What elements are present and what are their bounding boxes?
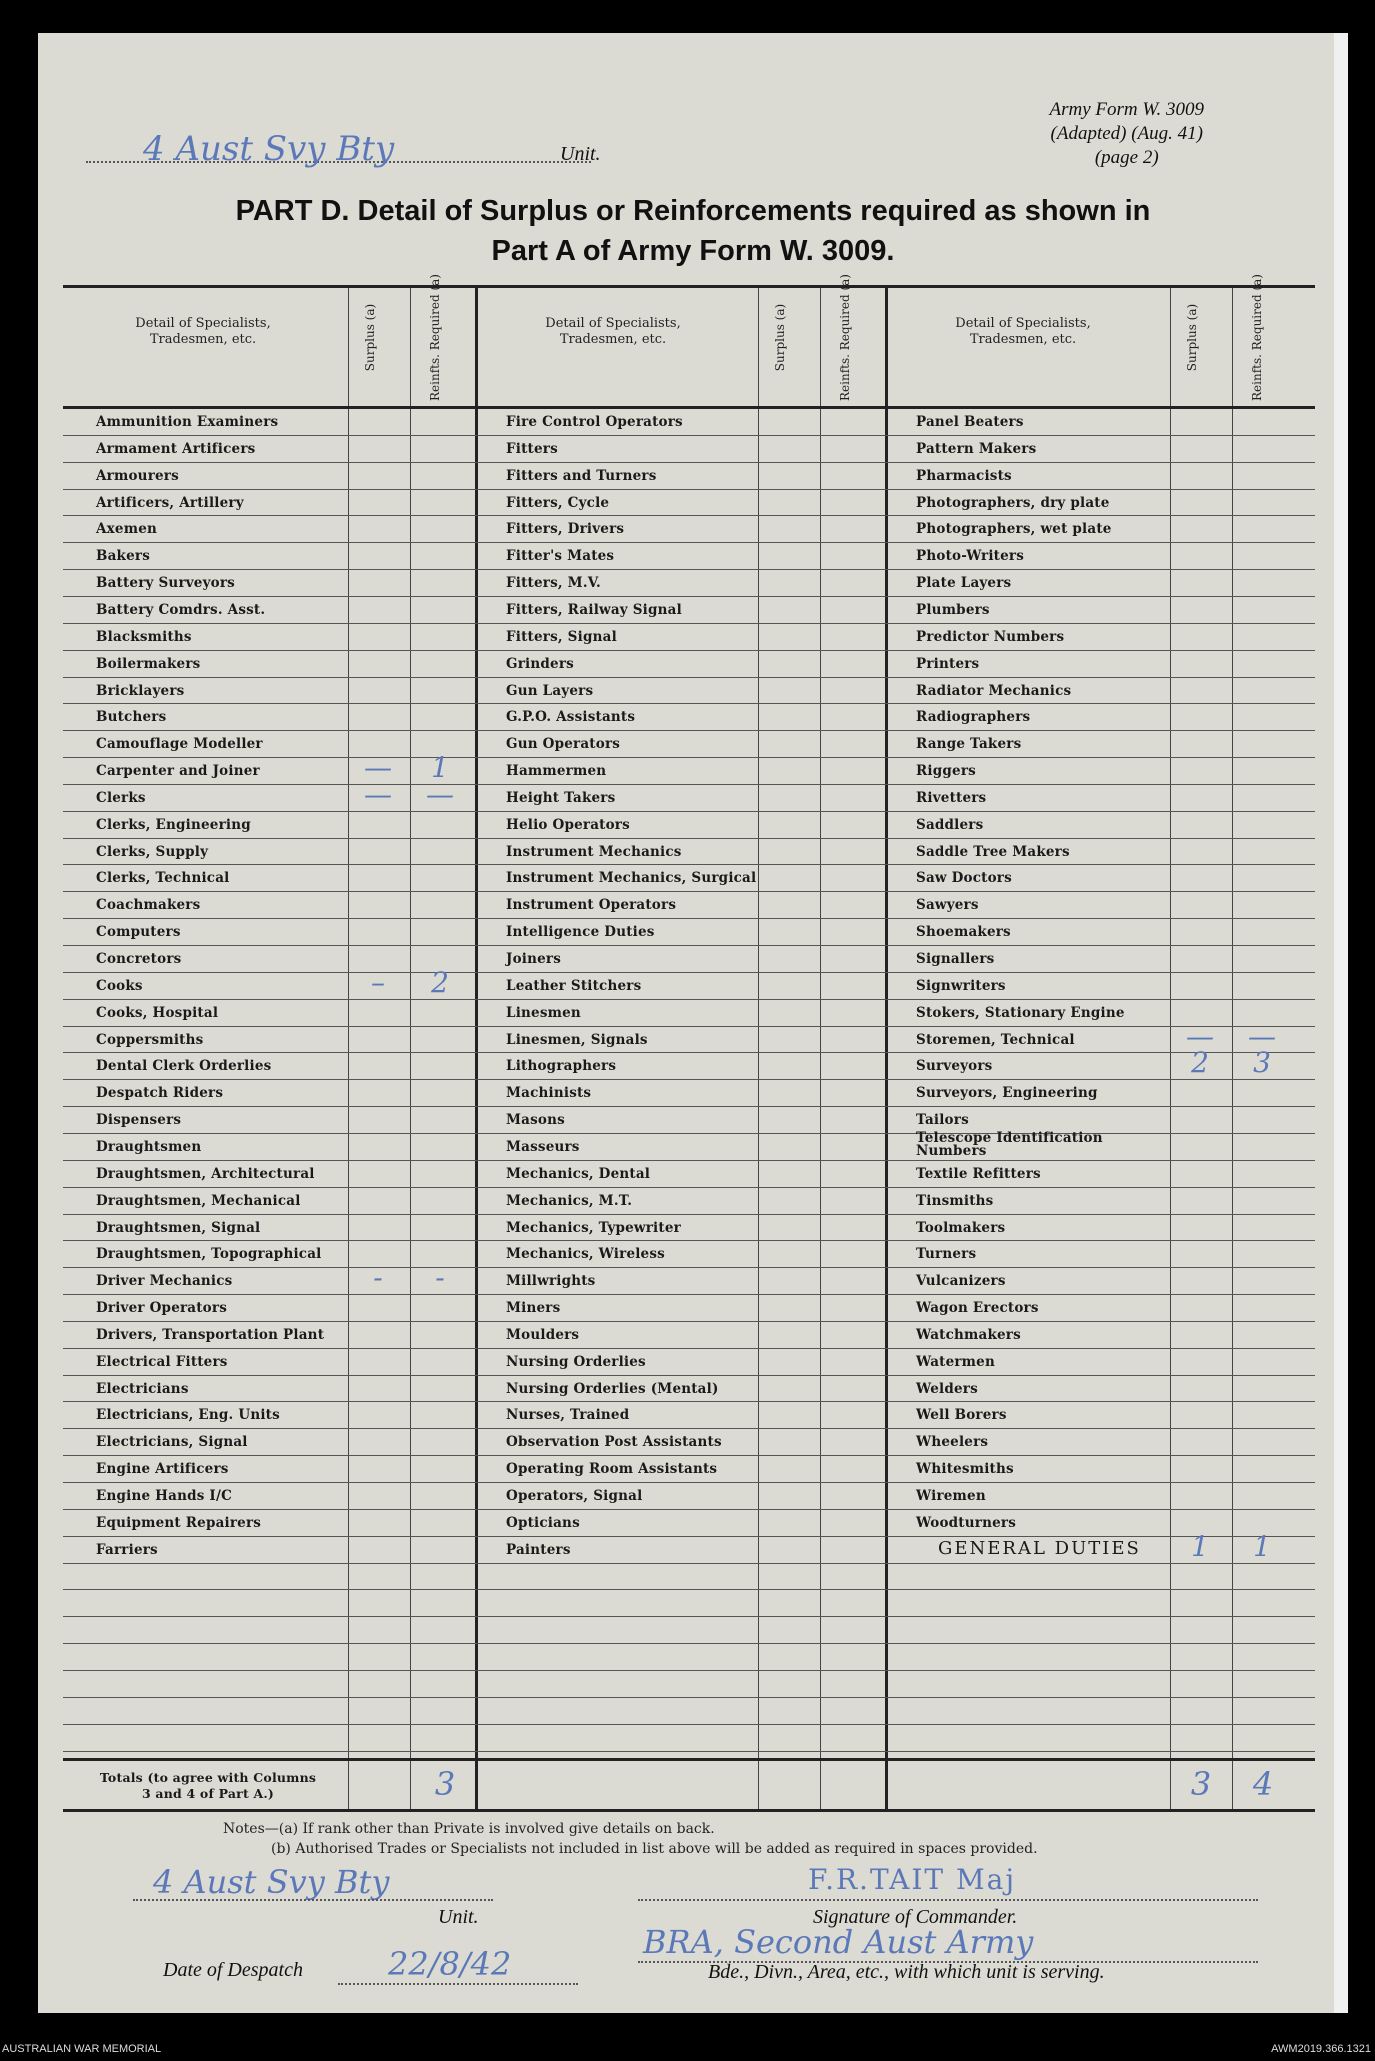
notes <box>223 1819 1038 1859</box>
row-rule <box>63 596 1315 597</box>
specialist-row-label: Riggers <box>916 763 976 780</box>
specialist-row-label: Coachmakers <box>96 897 201 914</box>
row-rule <box>63 1106 1315 1107</box>
specialist-row-label: Nurses, Trained <box>506 1407 630 1424</box>
form-ref-line: (page 2) <box>1094 147 1159 168</box>
specialist-row-label: Blacksmiths <box>96 628 192 645</box>
date-line <box>338 1983 578 1985</box>
row-rule <box>63 784 1315 785</box>
bde-handwritten: BRA, Second Aust Army <box>643 1923 1034 1961</box>
specialist-row-label: Fitters, M.V. <box>506 575 601 592</box>
specialist-row-label: Printers <box>916 655 980 672</box>
specialist-row-label: Butchers <box>96 709 167 726</box>
title-line: Part A of Army Form W. 3009. <box>491 235 895 267</box>
row-rule <box>63 650 1315 651</box>
specialist-row-label: Photographers, wet plate <box>916 521 1112 538</box>
specialist-row-label: Mechanics, Dental <box>506 1165 651 1182</box>
specialist-row-label: Textile Refitters <box>916 1165 1041 1182</box>
row-rule <box>63 1375 1315 1376</box>
specialist-row-label: Wagon Erectors <box>916 1300 1039 1317</box>
row-rule <box>63 1401 1315 1402</box>
specialist-row-label: Despatch Riders <box>96 1085 224 1102</box>
col-header-surplus-text: Surplus (a) <box>773 303 788 371</box>
specialist-row-label: Armament Artificers <box>96 440 256 457</box>
row-rule <box>63 1214 1315 1215</box>
specialist-row-label: Rivetters <box>916 789 987 806</box>
specialist-row-label: Storemen, Technical <box>916 1031 1075 1048</box>
specialist-row-label: Stokers, Stationary Engine <box>916 1004 1125 1021</box>
specialist-row-label: Wheelers <box>916 1434 989 1451</box>
specialist-row-label: Predictor Numbers <box>916 628 1065 645</box>
handwritten-entry: 1 <box>431 751 449 785</box>
specialist-row-label: Battery Comdrs. Asst. <box>96 601 266 618</box>
specialist-row-label: G.P.O. Assistants <box>506 709 636 726</box>
col-header-detail: Detail of Specialists, Tradesmen, etc. <box>955 316 1091 347</box>
handwritten-entry: 2 <box>431 965 449 999</box>
specialist-row-label: Draughtsmen, Architectural <box>96 1165 315 1182</box>
specialist-row-label: Operators, Signal <box>506 1488 643 1504</box>
row-rule <box>63 1133 1315 1134</box>
row-rule <box>63 515 1315 516</box>
specialist-row-label: Tailors <box>916 1112 969 1129</box>
specialist-row-label: Axemen <box>96 521 158 538</box>
specialist-row-label: Dental Clerk Orderlies <box>96 1058 272 1075</box>
specialist-row-label: Concretors <box>96 951 182 967</box>
specialist-row-label: Draughtsmen, Mechanical <box>96 1192 301 1209</box>
specialist-row-label: Saddle Tree Makers <box>916 843 1070 860</box>
archive-bar <box>0 2040 1375 2061</box>
specialist-row-label: Observation Post Assistants <box>506 1434 722 1451</box>
specialist-row-label: Battery Surveyors <box>96 575 235 592</box>
unit-handwritten: 4 Aust Svy Bty <box>143 129 395 169</box>
specialist-row-label: Bricklayers <box>96 682 185 699</box>
handwritten-entry: — <box>364 777 392 811</box>
specialist-row-label: Instrument Mechanics <box>506 843 682 860</box>
specialist-row-label: Mechanics, Typewriter <box>506 1219 681 1236</box>
specialist-row-label: Toolmakers <box>916 1219 1006 1236</box>
title-line: PART D. Detail of Surplus or Reinforcements required as shown in <box>235 195 1151 227</box>
specialist-row-label: Helio Operators <box>506 816 630 833</box>
specialist-row-label: Surveyors <box>916 1058 993 1075</box>
row-rule <box>63 677 1315 678</box>
specialist-row-label: Miners <box>506 1300 561 1317</box>
specialist-row-label: Whitesmiths <box>916 1461 1014 1478</box>
specialist-row-label: Telescope Identification Numbers <box>916 1129 1103 1159</box>
specialist-row-label: GENERAL DUTIES <box>938 1537 1141 1559</box>
row-rule <box>63 1751 1315 1752</box>
specialist-row-label: Drivers, Transportation Plant <box>96 1326 325 1343</box>
total-col1-reinf: 3 <box>434 1765 456 1803</box>
specialist-row-label: Woodturners <box>916 1514 1016 1531</box>
row-rule <box>63 1294 1315 1295</box>
specialist-row-label: Boilermakers <box>96 655 201 672</box>
specialist-row-label: Photo-Writers <box>916 548 1025 565</box>
specialist-row-label: Shoemakers <box>916 924 1011 941</box>
handwritten-entry: 3 <box>1253 1046 1271 1080</box>
col-header-reinfts-text: Reinfts. Required (a) <box>427 273 442 401</box>
specialist-row-label: Camouflage Modeller <box>96 736 263 753</box>
row-rule <box>63 1482 1315 1483</box>
row-rule <box>63 999 1315 1000</box>
totals-label-line: 3 and 4 of Part A.) <box>141 1786 275 1801</box>
handwritten-entry: — <box>426 777 454 811</box>
specialist-row-label: Driver Operators <box>96 1300 227 1317</box>
handwritten-entry: 1 <box>1253 1529 1271 1563</box>
row-rule <box>63 811 1315 812</box>
specialist-row-label: Draughtsmen <box>96 1138 202 1155</box>
specialist-row-label: Radiator Mechanics <box>916 682 1072 699</box>
row-rule <box>63 1758 1315 1761</box>
row-rule <box>63 945 1315 946</box>
specialist-row-label: Clerks, Engineering <box>96 816 251 833</box>
row-rule <box>63 972 1315 973</box>
specialist-row-label: Tinsmiths <box>916 1192 994 1209</box>
handwritten-entry: 2 <box>1191 1046 1209 1080</box>
row-rule <box>63 1052 1315 1053</box>
specialist-row-label: Coppersmiths <box>96 1031 204 1048</box>
row-rule <box>63 918 1315 919</box>
specialist-row-label: Mechanics, Wireless <box>506 1246 665 1263</box>
col-header-reinfts-text: Reinfts. Required (a) <box>837 273 852 401</box>
row-rule <box>63 1536 1315 1537</box>
footer-unit-line <box>133 1899 493 1901</box>
handwritten-entry: — <box>364 751 392 785</box>
specialist-row-label: Cooks <box>96 977 143 994</box>
specialist-row-label: Photographers, dry plate <box>916 494 1110 511</box>
specialist-row-label: Fire Control Operators <box>506 414 683 430</box>
specialist-row-label: Pattern Makers <box>916 440 1037 457</box>
specialist-row-label: Instrument Mechanics, Surgical <box>506 870 757 887</box>
col-header-reinfts-text: Reinfts. Required (a) <box>1249 273 1264 401</box>
specialist-row-label: Masseurs <box>506 1138 580 1155</box>
specialist-row-label: Fitters, Cycle <box>506 494 610 511</box>
specialist-row-label: Linesmen <box>506 1004 581 1021</box>
row-rule <box>63 489 1315 490</box>
row-rule <box>63 891 1315 892</box>
form-reference <box>1050 98 1204 170</box>
specialist-row-label: Electrical Fitters <box>96 1353 228 1370</box>
specialist-row-label: Lithographers <box>506 1058 617 1075</box>
col-header-detail: Detail of Specialists, Tradesmen, etc. <box>545 316 681 347</box>
handwritten-entry: - <box>435 1261 445 1295</box>
specialist-row-label: Saw Doctors <box>916 870 1012 887</box>
specialist-row-label: Gun Layers <box>506 682 594 699</box>
specialist-row-label: Armourers <box>96 467 179 484</box>
row-rule <box>63 1321 1315 1322</box>
row-rule <box>63 1267 1315 1268</box>
col-header-reinfts <box>1229 273 1285 401</box>
specialists-table <box>63 273 1315 1812</box>
specialist-row-label: Fitters, Signal <box>506 628 617 645</box>
specialist-row-label: Draughtsmen, Signal <box>96 1219 261 1236</box>
row-rule <box>63 730 1315 731</box>
specialist-row-label: Fitter's Mates <box>506 548 615 565</box>
specialist-row-label: Equipment Repairers <box>96 1514 262 1531</box>
specialist-row-label: Watchmakers <box>916 1326 1021 1343</box>
row-rule <box>63 623 1315 624</box>
row-rule <box>63 542 1315 543</box>
note-line: Notes—(a) If rank other than Private is involved give details on back. <box>223 1821 715 1837</box>
col-header-surplus <box>341 296 401 378</box>
specialist-row-label: Clerks <box>96 789 146 806</box>
specialist-row-label: Machinists <box>506 1085 592 1102</box>
specialist-row-label: Fitters, Railway Signal <box>506 601 682 618</box>
specialist-row-label: Linesmen, Signals <box>506 1031 648 1048</box>
specialist-row-label: Opticians <box>506 1514 580 1531</box>
col-header-surplus <box>1163 296 1223 378</box>
row-rule <box>63 1187 1315 1188</box>
specialist-row-label: Turners <box>916 1246 977 1263</box>
specialist-row-label: Saddlers <box>916 816 984 833</box>
specialist-row-label: Welders <box>916 1380 978 1397</box>
footer-unit-handwritten: 4 Aust Svy Bty <box>153 1863 390 1901</box>
date-caption: Date of Despatch <box>163 1959 303 1981</box>
specialist-row-label: Masons <box>506 1112 565 1129</box>
specialist-row-label: Millwrights <box>506 1273 596 1290</box>
specialist-row-label: Surveyors, Engineering <box>916 1085 1098 1102</box>
specialist-row-label: Carpenter and Joiner <box>96 763 260 780</box>
row-rule <box>63 1026 1315 1027</box>
unit-caption: Unit. <box>560 143 601 165</box>
specialist-row-label: Height Takers <box>506 789 616 806</box>
row-rule <box>63 1724 1315 1725</box>
specialist-row-label: Clerks, Technical <box>96 870 230 887</box>
row-rule <box>63 703 1315 704</box>
total-col3-surplus: 3 <box>1190 1765 1212 1803</box>
specialist-row-label: Plumbers <box>916 601 990 618</box>
row-rule <box>63 1616 1315 1617</box>
handwritten-entry: — <box>1248 1019 1276 1053</box>
specialist-row-label: Gun Operators <box>506 736 621 753</box>
archive-right: AWM2019.366.1321 <box>1271 2043 1371 2055</box>
row-rule <box>63 1697 1315 1698</box>
signature-line <box>638 1899 1258 1901</box>
specialist-row-label: Intelligence Duties <box>506 924 655 941</box>
specialist-row-label: Well Borers <box>916 1407 1007 1424</box>
col-header-surplus-text: Surplus (a) <box>363 303 378 371</box>
note-line: (b) Authorised Trades or Specialists not included in list above will be added as required in spaces provided. <box>271 1841 1038 1857</box>
specialist-row-label: Joiners <box>506 951 562 967</box>
totals-label <box>83 1770 333 1802</box>
specialist-row-label: Sawyers <box>916 897 979 914</box>
row-rule <box>63 406 1315 409</box>
page-title <box>38 191 1348 271</box>
specialist-row-label: Driver Mechanics <box>96 1273 233 1290</box>
specialist-row-label: Nursing Orderlies (Mental) <box>506 1380 719 1397</box>
specialist-row-label: Dispensers <box>96 1112 182 1129</box>
row-rule <box>63 1509 1315 1510</box>
row-rule <box>63 435 1315 436</box>
specialist-row-label: Radiographers <box>916 709 1031 726</box>
specialist-row-label: Grinders <box>506 655 574 672</box>
specialist-row-label: Fitters, Drivers <box>506 521 625 538</box>
specialist-row-label: Nursing Orderlies <box>506 1353 646 1370</box>
specialist-row-label: Painters <box>506 1541 571 1558</box>
specialist-row-label: Fitters and Turners <box>506 467 657 484</box>
footer-unit-caption: Unit. <box>438 1906 479 1928</box>
specialist-row-label: Watermen <box>916 1353 995 1370</box>
specialist-row-label: Signallers <box>916 951 995 967</box>
handwritten-entry: - <box>373 1261 383 1295</box>
handwritten-entry: – <box>371 965 385 999</box>
specialist-row-label: Electricians <box>96 1380 189 1397</box>
specialist-row-label: Pharmacists <box>916 467 1012 484</box>
form-ref-line: (Adapted) (Aug. 41) <box>1050 123 1203 144</box>
row-rule <box>63 757 1315 758</box>
total-col3-reinf: 4 <box>1252 1765 1274 1803</box>
row-rule <box>63 1160 1315 1161</box>
specialist-row-label: Hammermen <box>506 763 607 780</box>
col-header-surplus <box>751 296 811 378</box>
col-header-reinfts <box>817 273 873 401</box>
specialist-row-label: Draughtsmen, Topographical <box>96 1246 322 1263</box>
specialist-row-label: Cooks, Hospital <box>96 1004 219 1021</box>
row-rule <box>63 1348 1315 1349</box>
specialist-row-label: Instrument Operators <box>506 897 677 914</box>
specialist-row-label: Engine Artificers <box>96 1461 229 1478</box>
row-rule <box>63 569 1315 570</box>
col-header-reinfts <box>407 273 463 401</box>
specialist-row-label: Mechanics, M.T. <box>506 1192 633 1209</box>
bde-caption: Bde., Divn., Area, etc., with which unit is serving. <box>708 1961 1105 1983</box>
specialist-row-label: Electricians, Signal <box>96 1434 248 1451</box>
row-rule <box>63 1079 1315 1080</box>
specialist-row-label: Clerks, Supply <box>96 843 209 860</box>
form-page <box>38 33 1348 2013</box>
totals-label-line: Totals (to agree with Columns <box>99 1770 317 1785</box>
specialist-row-label: Farriers <box>96 1541 158 1558</box>
row-rule <box>63 1589 1315 1590</box>
specialist-row-label: Wiremen <box>916 1488 986 1504</box>
col-header-detail: Detail of Specialists, Tradesmen, etc. <box>135 316 271 347</box>
specialist-row-label: Vulcanizers <box>916 1273 1006 1290</box>
row-rule <box>63 1643 1315 1644</box>
row-rule <box>63 462 1315 463</box>
row-rule <box>63 1240 1315 1241</box>
row-rule <box>63 1670 1315 1671</box>
specialist-row-label: Range Takers <box>916 736 1022 753</box>
date-handwritten: 22/8/42 <box>388 1945 512 1983</box>
specialist-row-label: Signwriters <box>916 977 1006 994</box>
specialist-row-label: Bakers <box>96 548 151 565</box>
form-ref-line: Army Form W. 3009 <box>1049 99 1204 120</box>
handwritten-entry: 1 <box>1191 1529 1209 1563</box>
row-rule <box>63 838 1315 839</box>
signature-caption: Signature of Commander. <box>813 1906 1018 1928</box>
row-rule <box>63 1455 1315 1456</box>
specialist-row-label: Ammunition Examiners <box>96 414 279 430</box>
specialist-row-label: Leather Stitchers <box>506 977 642 994</box>
specialist-row-label: Fitters <box>506 440 558 457</box>
specialist-row-label: Panel Beaters <box>916 414 1024 430</box>
row-rule <box>63 864 1315 865</box>
specialist-row-label: Computers <box>96 924 181 941</box>
row-rule <box>63 1563 1315 1564</box>
specialist-row-label: Engine Hands I/C <box>96 1488 233 1504</box>
handwritten-entry: — <box>1186 1019 1214 1053</box>
specialist-row-label: Operating Room Assistants <box>506 1461 718 1478</box>
col-header-surplus-text: Surplus (a) <box>1185 303 1200 371</box>
specialist-row-label: Artificers, Artillery <box>96 494 244 511</box>
specialist-row-label: Plate Layers <box>916 575 1012 592</box>
specialist-row-label: Moulders <box>506 1326 580 1343</box>
signature-handwritten: F.R.TAIT Maj <box>808 1863 1016 1896</box>
specialist-row-label: Electricians, Eng. Units <box>96 1407 280 1424</box>
row-rule <box>63 1428 1315 1429</box>
archive-left: AUSTRALIAN WAR MEMORIAL <box>2 2043 162 2055</box>
